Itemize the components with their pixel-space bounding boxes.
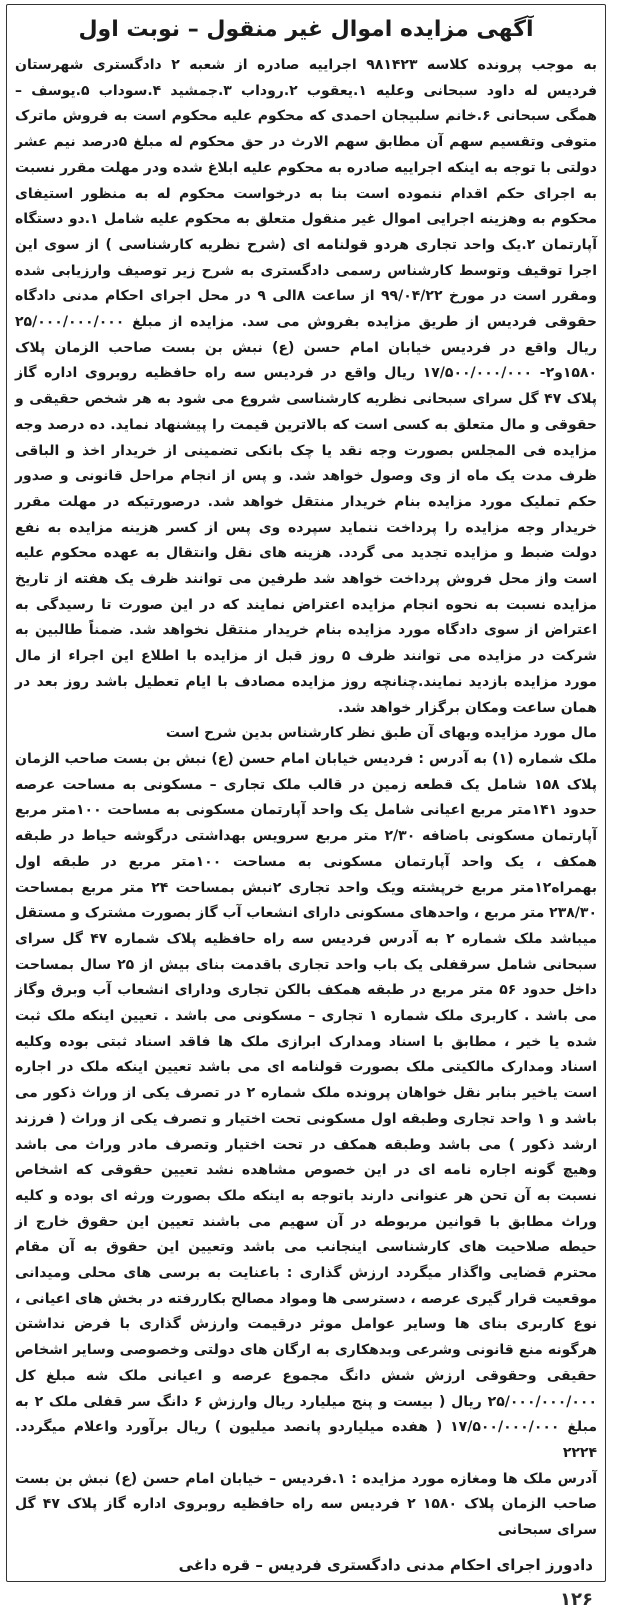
notice-paragraph-main: به موجب پرونده کلاسه ۹۸۱۴۲۳ اجراییه صادره از شعبه ۲ دادگستری شهرستان فردیس له داود سبحانی وعلیه ۱.یعقوب ۲.روداب ۳.جمشید ۴.سوداب ۵.یوسف – همگی سبحانی ۶.خانم سلبیجان احمدی که محکوم علیه محکوم است به فروش ماترک متوفی وتقسیم سهم آن مطابق سهم الارث در حق محکوم له مبلغ ۵درصد نیم عشر دولتی با توجه به اینکه اجراییه صادره به محکوم علیه ابلاغ شده ودر مهلت مقرر نسبت به اجرای حکم اقدام ننموده است بنا به درخواست محکوم له به منظور استیفای محکوم به وهزینه اجرایی اموال غیر منقول متعلق به محکوم علیه شامل ۱.دو دستگاه آپارتمان ۲.یک واحد تجاری هردو قولنامه ای (شرح نظریه کارشناسی ) از سوی این اجرا توقیف وتوسط کارشناس رسمی دادگستری به شرح زیر توصیف وارزیابی شده ومقرر است در مورخ ۹۹/۰۴/۲۲ از ساعت ۸الی ۹ در محل اجرای احکام مدنی دادگاه حقوقی فردیس از طریق مزایده بفروش می سد. مزایده از مبلغ ۲۵/۰۰۰/۰۰۰/۰۰۰ ریال واقع در فردیس خیابان امام حسن (ع) نبش بن بست صاحب الزمان پلاک ۱۵۸۰و۲- ۱۷/۵۰۰/۰۰۰/۰۰۰ ریال واقع در فردیس سه راه حافظیه روبروی اداره گاز پلاک ۴۷ گل سرای سبحانی نظریه کارشناسی شروع می شود به هر شخص حقیقی و حقوقی و مال متعلق به کسی است که بالاترین قیمت را پیشنهاد نماید. ده درصد وجه مزایده فی المجلس بصورت وجه نقد یا چک بانکی تضمینی از خریدار اخذ و الباقی ظرف مدت یک ماه از وی وصول خواهد شد. و پس از انجام مراحل قانونی و صدور حکم تملیک مورد مزایده بنام خریدار منتقل خواهد شد. درصورتیکه در مهلت مقرر خریدار وجه مزایده را پرداخت ننماید سپرده وی پس از کسر هزینه مزایده به نفع دولت ضبط و مزایده تجدید می گردد. هزینه های نقل وانتقال به عهده محکوم علیه است واز محل فروش پرداخت خواهد شد طرفین می توانند ظرف یک هفته از تاریخ مزایده نسبت به نحوه انجام مزایده اعتراض نمایند که در این صورت تا رسیدگی به اعتراض از سوی دادگاه مورد مزایده بنام خریدار منتقل نخواهد شد. ضمناً طالبین به شرکت در مزایده می توانند ظرف ۵ روز قبل از مزایده با اطلاع این اجراء از مال مورد مزایده بازدید نمایند.چنانچه روز مزایده مصادف با ایام تعطیل باشد روز بعد در همان ساعت ومکان برگزار خواهد شد. — [15, 57, 598, 716]
notice-paragraph-addresses: آدرس ملک ها ومغازه مورد مزایده : ۱.فردیس – خیابان امام حسن (ع) نبش بن بست صاحب الزمان پلاک ۱۵۸۰ ۲ فردیس سه راه حافظیه روبروی اداره گاز پلاک ۴۷ گل سرای سبحانی — [15, 1470, 597, 1539]
notice-body — [15, 53, 597, 1544]
notice-paragraph-property-details: ملک شماره (۱) به آدرس : فردیس خیابان امام حسن (ع) نبش بن بست صاحب الزمان پلاک ۱۵۸ شامل یک قطعه زمین در قالب ملک تجاری – مسکونی به مساحت عرصه حدود ۱۴۱متر مربع اعیانی شامل یک واحد آپارتمان مسکونی به مساحت ۱۰۰متر مربع آپارتمان مسکونی باضافه ۲/۳۰ متر مربع سرویس بهداشتی درگوشه حیاط در طبقه همکف ، یک واحد آپارتمان مسکونی به مساحت ۱۰۰متر مربع در طبقه اول بهمراه۱۲متر مربع خرپشته ویک واحد تجاری ۲نبش بمساحت ۲۴ متر مربع بمساحت ۲۳۸/۳۰ متر مربع ، واحدهای مسکونی دارای انشعاب آب گاز بصورت مشترک و مستقل میباشد ملک شماره ۲ به آدرس فردیس سه راه حافظیه پلاک شماره ۴۷ گل سرای سبحانی شامل سرقفلی یک باب واحد تجاری باقدمت بنای بیش از ۲۵ سال بمساحت داخل حدود ۵۶ متر مربع در طبقه همکف بالکن تجاری ودارای انشعاب آب وبرق وگاز می باشد . کاربری ملک شماره ۱ تجاری – مسکونی می باشد . تعیین اینکه ملک ثبت شده یا خیر ، مطابق با اسناد ومدارک ابرازی ملک ها فاقد اسناد ثبتی بوده وکلیه اسناد ومدارک مالکیتی ملک بصورت قولنامه ای می باشد تعیین اینکه ملک در اجاره است یاخیر بنابر نقل خواهان پرونده ملک شماره ۲ در تصرف یکی از وراث ذکور می باشد و ۱ واحد تجاری وطبقه اول مسکونی تحت اختیار و تصرف یکی از وراث ( فرزند ارشد ذکور ) می باشد وطبقه همکف در تحت اختیار وتصرف مادر وراث می باشد وهیچ گونه اجاره نامه ای در این خصوص مشاهده نشد تعیین حقوقی که اشخاص نسبت به آن تحن هر عنوانی دارند باتوجه به اینکه ملک بصورت ورثه ای بوده و کلیه وراث مطابق با قوانین مربوطه در آن سهیم می باشند تعیین این حقوق خارج از حیطه صلاحیت های کارشناسی اینجانب می باشد وتعیین این حقوق به آن مقام محترم قضایی واگذار میگردد ارزش گذاری : باعنایت به برسی های محلی ومیدانی موقعیت قرار گیری عرصه ، دسترسی ها ومواد مصالح بکاررفته در بخش های اعیانی ، نوع کاربری بنای ها وسایر عوامل موثر درقیمت وارزش گذاری با فرض نداشتن هرگونه منع قانونی وشرعی وبدهکاری به ارگان های دولتی وخصوصی وسایر اشخاص حقیقی وحقوقی ارزش شش دانگ مجموع عرصه و اعیانی ملک شه مبلغ کل ۲۵/۰۰۰/۰۰۰/۰۰۰ ریال ( بیست و پنج میلیارد ریال وارزش ۶ دانگ سر قفلی ملک ۲ به مبلغ ۱۷/۵۰۰/۰۰۰/۰۰۰ ( هفده میلیاردو پانصد میلیون ) ریال برآورد واعلام میگردد. ۲۲۲۴ — [15, 750, 598, 1461]
notice-signature: دادورز اجرای احکام مدنی دادگستری فردیس – قره داغی — [178, 1555, 593, 1574]
page-number: ۱۲۶ — [560, 1589, 593, 1610]
notice-title: آگهی مزایده اموال غیر منقول – نوبت اول — [78, 17, 534, 42]
auction-notice — [6, 4, 606, 1582]
notice-paragraph-property-heading: مال مورد مزایده وبهای آن طبق نظر کارشناس بدین شرح است — [165, 725, 597, 742]
